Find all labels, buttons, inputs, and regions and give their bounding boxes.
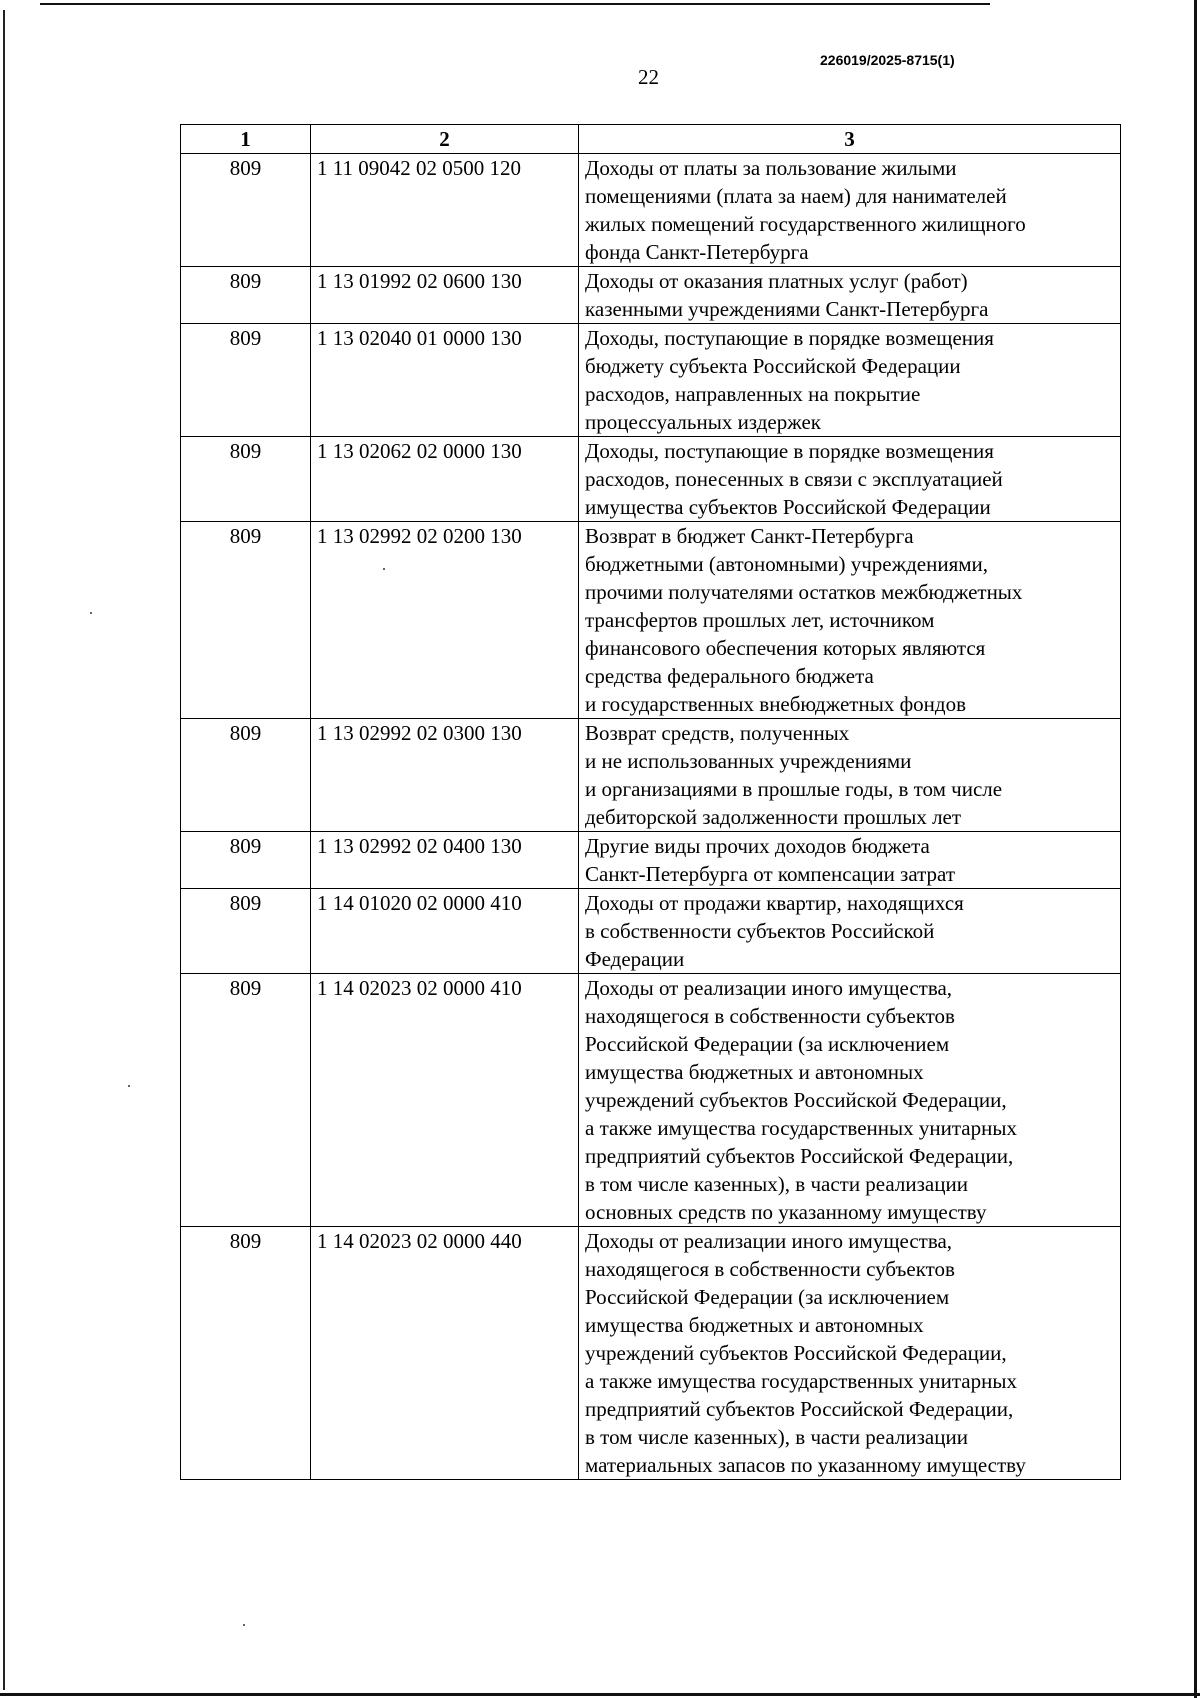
scan-speck xyxy=(128,1085,130,1087)
description-line: Доходы, поступающие в порядке возмещения xyxy=(585,326,994,350)
description-line: Возврат в бюджет Санкт-Петербурга xyxy=(585,524,914,548)
budget-classification-code-cell: 1 13 02062 02 0000 130 xyxy=(311,437,579,522)
budget-classification-code-cell: 1 13 01992 02 0600 130 xyxy=(311,267,579,324)
description-line: учреждений субъектов Российской Федерации, xyxy=(585,1341,1007,1365)
table-row xyxy=(181,267,1121,324)
table-row xyxy=(181,324,1121,437)
description-line: трансфертов прошлых лет, источником xyxy=(585,608,935,632)
description-line: предприятий субъектов Российской Федерации, xyxy=(585,1144,1014,1168)
table-row xyxy=(181,437,1121,522)
scan-speck xyxy=(243,1624,245,1626)
description-line: Доходы от реализации иного имущества, xyxy=(585,976,953,1000)
table-row xyxy=(181,522,1121,719)
description-line: расходов, понесенных в связи с эксплуатацией xyxy=(585,467,1003,491)
description-line: Российской Федерации (за исключением xyxy=(585,1032,950,1056)
revenue-description-cell xyxy=(579,154,1121,267)
budget-classification-code-cell: 1 13 02992 02 0300 130 xyxy=(311,719,579,832)
description-line: имущества бюджетных и автономных xyxy=(585,1313,924,1337)
table-row xyxy=(181,889,1121,974)
description-line: Возврат средств, полученных xyxy=(585,721,850,745)
description-line: а также имущества государственных унитарных xyxy=(585,1369,1017,1393)
description-line: находящегося в собственности субъектов xyxy=(585,1004,955,1028)
budget-classification-code-cell: 1 14 02023 02 0000 440 xyxy=(311,1227,579,1480)
scan-edge-bottom xyxy=(0,1693,1200,1696)
budget-classification-code-cell: 1 14 02023 02 0000 410 xyxy=(311,974,579,1227)
description-line: процессуальных издержек xyxy=(585,410,821,434)
revenue-codes-table xyxy=(180,124,1121,1480)
description-line: предприятий субъектов Российской Федерации, xyxy=(585,1397,1014,1421)
document-id: 226019/2025-8715(1) xyxy=(820,52,955,68)
table-row xyxy=(181,832,1121,889)
description-line: основных средств по указанному имуществу xyxy=(585,1200,987,1224)
description-line: материальных запасов по указанному имуществу xyxy=(585,1453,1026,1477)
admin-code-cell: 809 xyxy=(181,719,311,832)
budget-classification-code-cell: 1 13 02992 02 0400 130 xyxy=(311,832,579,889)
description-line: расходов, направленных на покрытие xyxy=(585,382,921,406)
revenue-description-cell xyxy=(579,267,1121,324)
description-line: имущества субъектов Российской Федерации xyxy=(585,495,991,519)
description-line: финансового обеспечения которых являются xyxy=(585,636,986,660)
description-line: находящегося в собственности субъектов xyxy=(585,1257,955,1281)
admin-code-cell: 809 xyxy=(181,324,311,437)
description-line: и организациями в прошлые годы, в том числе xyxy=(585,777,1003,801)
revenue-description-cell xyxy=(579,522,1121,719)
description-line: прочими получателями остатков межбюджетных xyxy=(585,580,1023,604)
description-line: а также имущества государственных унитарных xyxy=(585,1116,1017,1140)
table-row xyxy=(181,719,1121,832)
page-number: 22 xyxy=(638,65,659,89)
description-line: Другие виды прочих доходов бюджета xyxy=(585,834,930,858)
admin-code-cell: 809 xyxy=(181,1227,311,1480)
description-line: Доходы от продажи квартир, находящихся xyxy=(585,891,964,915)
admin-code-cell: 809 xyxy=(181,267,311,324)
description-line: бюджетными (автономными) учреждениями, xyxy=(585,552,989,576)
description-line: помещениями (плата за наем) для нанимателей xyxy=(585,184,1007,208)
admin-code-cell: 809 xyxy=(181,889,311,974)
description-line: и не использованных учреждениями xyxy=(585,749,912,773)
admin-code-cell: 809 xyxy=(181,154,311,267)
description-line: казенными учреждениями Санкт-Петербурга xyxy=(585,297,989,321)
budget-classification-code-cell: 1 13 02040 01 0000 130 xyxy=(311,324,579,437)
description-line: средства федерального бюджета xyxy=(585,664,874,688)
description-line: жилых помещений государственного жилищного xyxy=(585,212,1026,236)
description-line: Доходы от оказания платных услуг (работ) xyxy=(585,269,968,293)
description-line: имущества бюджетных и автономных xyxy=(585,1060,924,1084)
description-line: и государственных внебюджетных фондов xyxy=(585,692,967,716)
revenue-description-cell xyxy=(579,974,1121,1227)
description-line: бюджету субъекта Российской Федерации xyxy=(585,354,961,378)
budget-classification-code-cell: 1 11 09042 02 0500 120 xyxy=(311,154,579,267)
description-line: Доходы от платы за пользование жилыми xyxy=(585,156,957,180)
description-line: Федерации xyxy=(585,947,685,971)
scan-edge-right xyxy=(1194,0,1197,1698)
table-body xyxy=(181,154,1121,1480)
revenue-description-cell xyxy=(579,437,1121,522)
description-line: фонда Санкт-Петербурга xyxy=(585,240,809,264)
scan-edge-left xyxy=(3,10,5,1690)
table-header-row xyxy=(181,125,1121,154)
revenue-description-cell xyxy=(579,1227,1121,1480)
table-row xyxy=(181,1227,1121,1480)
budget-classification-code-cell: 1 14 01020 02 0000 410 xyxy=(311,889,579,974)
admin-code-cell: 809 xyxy=(181,522,311,719)
revenue-description-cell xyxy=(579,324,1121,437)
description-line: Санкт-Петербурга от компенсации затрат xyxy=(585,862,956,886)
description-line: в собственности субъектов Российской xyxy=(585,919,935,943)
admin-code-cell: 809 xyxy=(181,974,311,1227)
budget-classification-code-cell: 1 13 02992 02 0200 130 xyxy=(311,522,579,719)
description-line: Доходы, поступающие в порядке возмещения xyxy=(585,439,994,463)
table-row xyxy=(181,154,1121,267)
description-line: в том числе казенных), в части реализации xyxy=(585,1172,968,1196)
column-header-3: 3 xyxy=(579,125,1121,154)
description-line: дебиторской задолженности прошлых лет xyxy=(585,805,962,829)
admin-code-cell: 809 xyxy=(181,832,311,889)
revenue-description-cell xyxy=(579,889,1121,974)
scan-edge-top xyxy=(40,3,990,5)
revenue-description-cell xyxy=(579,832,1121,889)
description-line: Доходы от реализации иного имущества, xyxy=(585,1229,953,1253)
description-line: в том числе казенных), в части реализации xyxy=(585,1425,968,1449)
scan-speck xyxy=(90,612,92,614)
revenue-description-cell xyxy=(579,719,1121,832)
description-line: Российской Федерации (за исключением xyxy=(585,1285,950,1309)
admin-code-cell: 809 xyxy=(181,437,311,522)
column-header-2: 2 xyxy=(311,125,579,154)
table-row xyxy=(181,974,1121,1227)
description-line: учреждений субъектов Российской Федерации, xyxy=(585,1088,1007,1112)
column-header-1: 1 xyxy=(181,125,311,154)
